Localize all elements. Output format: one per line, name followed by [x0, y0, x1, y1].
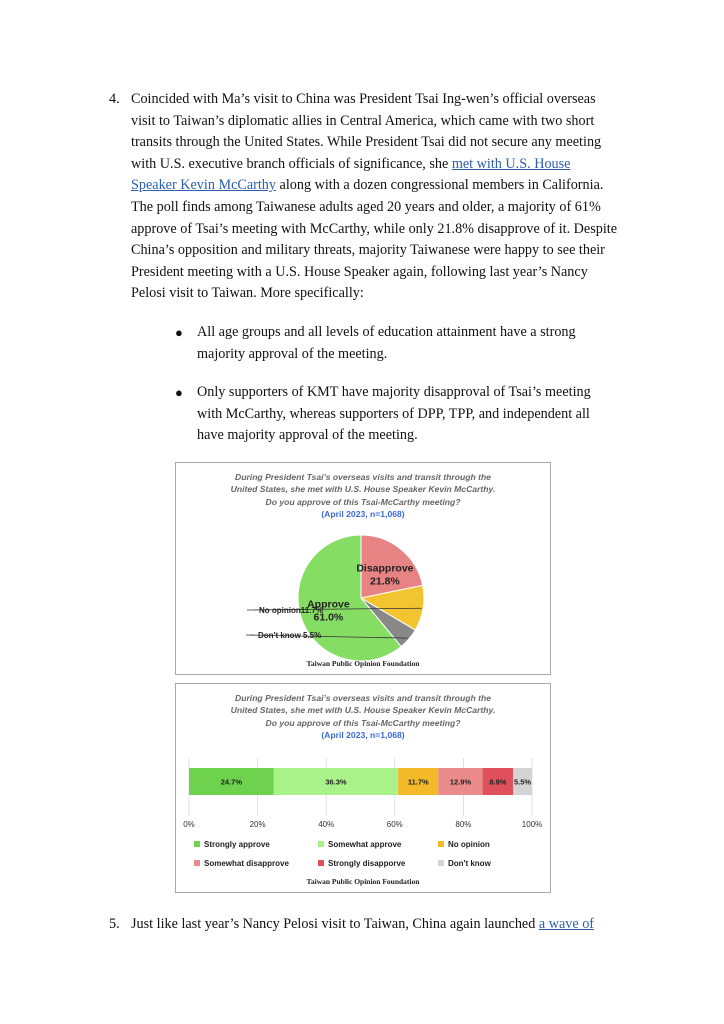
- legend-swatch: [194, 841, 200, 847]
- legend-swatch: [318, 860, 324, 866]
- list-number: 4.: [109, 91, 120, 107]
- paragraph-5: [109, 914, 619, 936]
- legend-item: [194, 840, 270, 849]
- pie-label-line: Disapprove: [356, 562, 414, 575]
- pie-chart: [176, 463, 550, 674]
- chart-title-line: United States, she met with U.S. House Speaker Kevin McCarthy.: [230, 484, 496, 495]
- chart-title-line: Do you approve of this Tsai-McCarthy meeting?: [265, 717, 461, 728]
- pie-label-line: 61.0%: [313, 611, 344, 624]
- bullet-text: Only supporters of KMT have majority disapproval of Tsai’s meeting with McCarthy, whereas supporters of DPP, TPP, and independent all have majority approval of the meeting.: [197, 384, 591, 444]
- paragraph-4: [109, 89, 619, 305]
- legend-label: Strongly disapporve: [328, 859, 406, 868]
- x-tick-label: 60%: [386, 820, 403, 829]
- paragraph-text: [131, 89, 619, 305]
- legend-item: [318, 859, 405, 868]
- legend-item: [438, 840, 490, 849]
- x-tick-label: 0%: [183, 820, 195, 829]
- legend-swatch: [318, 841, 324, 847]
- bullet-text: All age groups and all levels of education attainment have a strong majority approval of the meeting.: [197, 324, 576, 362]
- paragraph-text: [131, 914, 619, 936]
- bar-data-label: 36.3%: [325, 777, 347, 787]
- bar-data-label: 24.7%: [220, 777, 243, 787]
- legend-swatch: [438, 841, 444, 847]
- x-tick-label: 40%: [318, 820, 335, 829]
- chart-subtitle: (April 2023, n=1,068): [321, 730, 405, 741]
- pie-label-no-opinion: No opinion11.7%: [259, 606, 324, 615]
- bar-data-label: 11.7%: [407, 777, 429, 787]
- bar-data-label: 5.5%: [514, 777, 532, 787]
- legend-label: Somewhat disapprove: [204, 859, 289, 868]
- legend-label: Don't know: [448, 859, 491, 868]
- legend-swatch: [438, 860, 444, 866]
- bullet-item: [175, 382, 615, 447]
- legend-item: [194, 859, 289, 868]
- bar-data-label: 8.9%: [489, 777, 507, 787]
- x-tick-label: 80%: [455, 820, 472, 829]
- legend-label: No opinion: [448, 840, 490, 849]
- legend-item: [438, 859, 491, 868]
- chart-title-line: Do you approve of this Tsai-McCarthy meeting?: [265, 496, 461, 507]
- pie-label-line: Approve: [307, 598, 350, 611]
- paragraph-text-start: Coincided with Ma’s visit to China was President Tsai Ing-wen’s official overseas visit to Taiwan’s diplomatic allies in Central America, which came with two short transits through the United States. While President Tsai did not secure any meeting with U.S. executive branch officials of significance, she: [131, 91, 602, 172]
- bullet-icon: ●: [175, 385, 183, 400]
- pie-label-don-t-know: Don't know 5.5%: [258, 631, 322, 640]
- legend-swatch: [194, 860, 200, 866]
- legend-label: Somewhat approve: [328, 840, 402, 849]
- chart-title-line: During President Tsai’s overseas visits and transit through the: [235, 693, 491, 703]
- chart-title-line: United States, she met with U.S. House Speaker Kevin McCarthy.: [230, 705, 496, 716]
- paragraph-text-start: Just like last year’s Nancy Pelosi visit to Taiwan, China again launched: [131, 916, 539, 932]
- chart-subtitle: (April 2023, n=1,068): [321, 509, 405, 520]
- bullet-icon: ●: [175, 325, 183, 340]
- wave-link[interactable]: a wave of: [538, 916, 595, 932]
- bar-data-label: 12.9%: [449, 777, 472, 787]
- pie-label-line: 21.8%: [370, 575, 400, 588]
- x-tick-label: 20%: [249, 820, 266, 829]
- chart-source: Taiwan Public Opinion Foundation: [306, 659, 420, 668]
- list-number: 5.: [109, 916, 120, 932]
- paragraph-text-end: along with a dozen congressional members in California. The poll finds among Taiwanese adults aged 20 years and older, a majority of 61% approve of Tsai’s meeting with McCarthy, while only 21.8% disapprove of it. Despite China’s opposition and military threats, majority Taiwanese were happy to see their President meeting with a U.S. House Speaker again, following last year’s Nancy Pelosi visit to Taiwan. More specifically:: [131, 177, 618, 302]
- bullet-item: [175, 322, 615, 365]
- stacked-bar-chart-panel: [175, 683, 551, 893]
- pie-chart-panel: [175, 462, 551, 675]
- chart-source: Taiwan Public Opinion Foundation: [306, 877, 420, 886]
- x-tick-label: 100%: [521, 820, 543, 829]
- legend-item: [318, 840, 401, 849]
- legend-label: Strongly approve: [204, 840, 270, 849]
- mccarthy-meeting-link[interactable]: met with U.S. House Speaker Kevin McCarthy: [131, 155, 571, 194]
- chart-title-line: During President Tsai’s overseas visits and transit through the: [235, 472, 491, 482]
